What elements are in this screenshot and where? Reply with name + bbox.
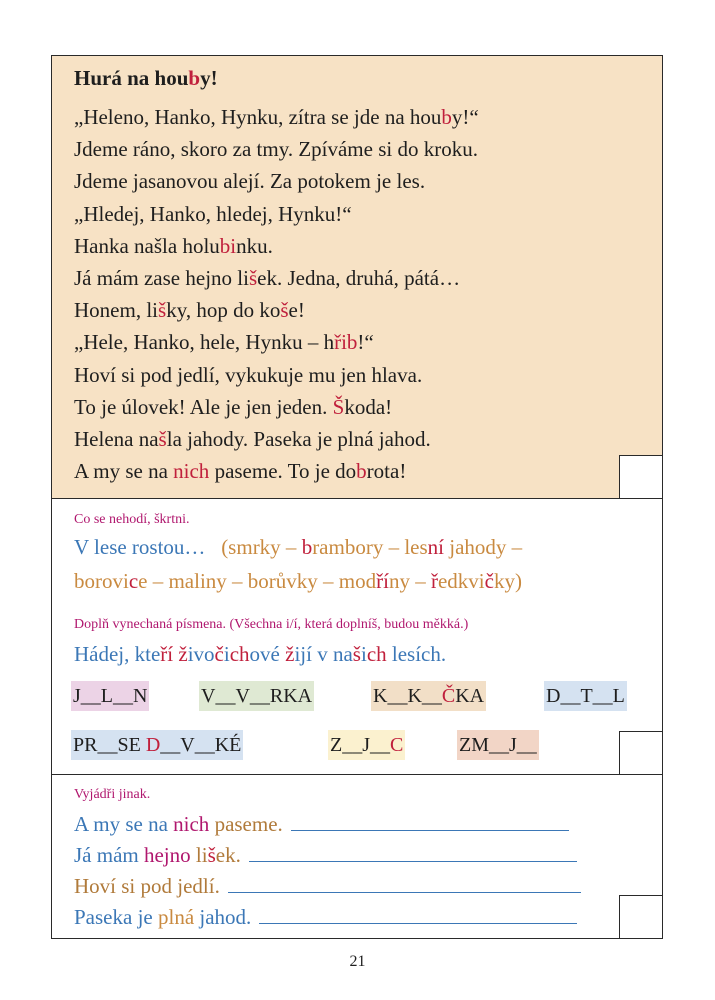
title-part: Hurá na hou bbox=[74, 66, 189, 90]
rephrase-row: Paseka je plná jahod. bbox=[74, 905, 577, 930]
word-tile[interactable]: J__L__N bbox=[71, 681, 149, 711]
story-line: Helena našla jahody. Paseka je plná jahod. bbox=[74, 427, 431, 452]
story-line: To je úlovek! Ale je jen jeden. Škoda! bbox=[74, 394, 393, 419]
word-tile[interactable]: Z__J__C bbox=[328, 730, 405, 760]
page-number: 21 bbox=[349, 953, 366, 970]
task2-sentence: Hádej, kteří živočichové žijí v našich lesích. bbox=[74, 642, 447, 666]
check-box[interactable] bbox=[619, 731, 663, 775]
word-tile[interactable]: ZM__J__ bbox=[457, 730, 539, 760]
story-line: Jdeme jasanovou alejí. Za potokem je les. bbox=[74, 169, 426, 194]
answer-line[interactable] bbox=[249, 860, 577, 862]
story-line: „Hele, Hanko, hele, Hynku – hřib!“ bbox=[74, 330, 374, 355]
word-tile[interactable]: K__K__ČKA bbox=[371, 681, 486, 711]
story-title bbox=[74, 66, 218, 91]
exercise-frame bbox=[51, 55, 663, 939]
answer-line[interactable] bbox=[259, 922, 577, 924]
check-box[interactable] bbox=[619, 895, 663, 939]
story-line: Hanka našla holubinku. bbox=[74, 233, 273, 258]
title-part-red: b bbox=[188, 66, 201, 90]
word-tile[interactable]: D__T__L bbox=[544, 681, 627, 711]
rephrase-section bbox=[52, 775, 662, 938]
task3-instruction: Vyjádři jinak. bbox=[74, 787, 151, 802]
story-section bbox=[52, 56, 662, 499]
answer-line[interactable] bbox=[291, 829, 569, 831]
word-tile[interactable]: PR__SE D__V__KÉ bbox=[71, 730, 243, 760]
story-text bbox=[74, 101, 479, 487]
task1-instruction: Co se nehodí, škrtni. bbox=[74, 512, 190, 527]
rephrase-row: Hoví si pod jedlí. bbox=[74, 874, 581, 899]
story-line: „Hledej, Hanko, hledej, Hynku!“ bbox=[74, 201, 352, 226]
check-box[interactable] bbox=[619, 455, 663, 499]
title-part: y! bbox=[200, 66, 218, 90]
answer-line[interactable] bbox=[228, 891, 581, 893]
story-line: Já mám zase hejno lišek. Jedna, druhá, pátá… bbox=[74, 266, 461, 291]
story-line: A my se na nich paseme. To je dobrota! bbox=[74, 459, 407, 484]
task1-line2: borovice – maliny – borůvky – modříny – ředkvičky) bbox=[74, 569, 522, 593]
story-line: Hoví si pod jedlí, vykukuje mu jen hlava. bbox=[74, 362, 423, 387]
task2-instruction: Doplň vynechaná písmena. (Všechna i/í, která doplníš, budou měkká.) bbox=[74, 617, 469, 632]
story-line: Jdeme ráno, skoro za tmy. Zpíváme si do kroku. bbox=[74, 137, 478, 162]
task1-line1: V lese rostou… (smrky – brambory – lesní jahody – bbox=[74, 535, 523, 559]
story-line: „Heleno, Hanko, Hynku, zítra se jde na houby!“ bbox=[74, 105, 479, 129]
exercise-section bbox=[52, 499, 662, 775]
word-tile[interactable]: V__V__RKA bbox=[199, 681, 314, 711]
rephrase-row: Já mám hejno lišek. bbox=[74, 843, 577, 868]
story-line: Honem, lišky, hop do koše! bbox=[74, 298, 305, 323]
rephrase-row: A my se na nich paseme. bbox=[74, 812, 569, 837]
